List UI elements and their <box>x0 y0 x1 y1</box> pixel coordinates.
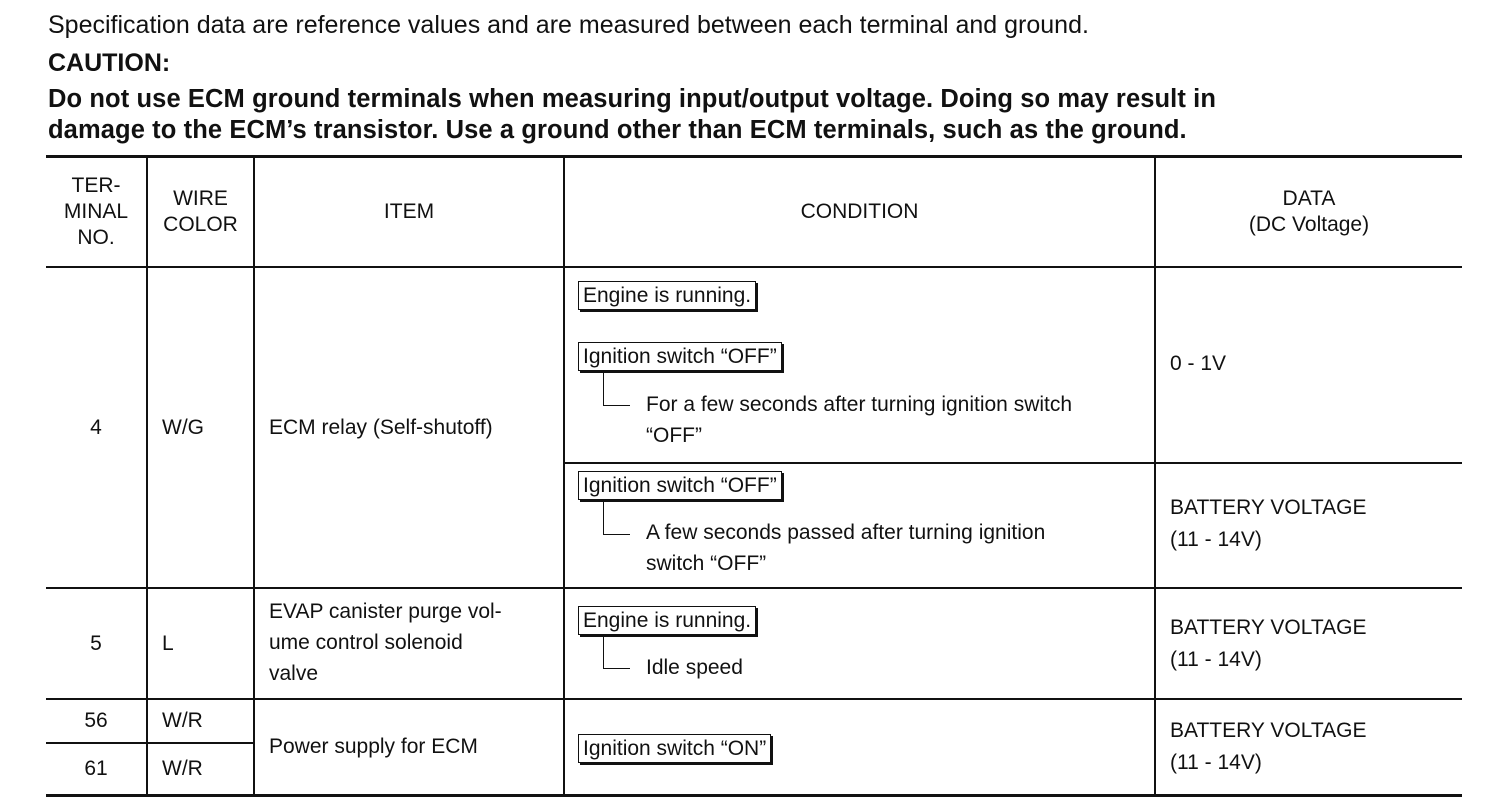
row5-terminal: 5 <box>90 631 102 655</box>
header-terminal-line: NO. <box>77 226 115 249</box>
row4a-data: 0 - 1V <box>1170 352 1227 375</box>
row4-bottom-border <box>46 587 1462 589</box>
condition-sub-line: A few seconds passed after turning ignition <box>646 521 1046 544</box>
condition-sub-line: For a few seconds after turning ignition switch <box>646 393 1073 416</box>
row5-wire-color: L <box>162 631 174 655</box>
row56-item: Power supply for ECM <box>269 735 478 758</box>
header-data <box>1156 158 1462 266</box>
row56-terminal: 56 <box>84 709 108 732</box>
row4-wire-color: W/G <box>162 415 204 439</box>
row4b-data-line1: BATTERY VOLTAGE <box>1170 496 1367 519</box>
row56-data-line2: (11 - 14V) <box>1170 751 1262 774</box>
header-terminal <box>46 158 146 266</box>
condition-sub-line: Idle speed <box>646 656 743 679</box>
header-terminal-line: TER- <box>71 174 121 197</box>
row5-data-line2: (11 - 14V) <box>1170 648 1262 671</box>
caution-line-2: damage to the ECM’s transistor. Use a ground other than ECM terminals, such as the ground. <box>48 116 1187 144</box>
condition-sub-line: “OFF” <box>646 424 702 447</box>
row5-item-line: valve <box>269 662 319 685</box>
condition-box-engine-running: Engine is running. <box>578 281 756 310</box>
intro-text: Specification data are reference values and are measured between each terminal and ground. <box>48 11 1089 39</box>
row4-terminal: 4 <box>90 415 102 439</box>
condition-tree-connector <box>603 372 630 406</box>
row5-item-line: ume control solenoid <box>269 631 463 654</box>
row61-terminal: 61 <box>84 757 108 780</box>
row5-bottom-border <box>46 698 1462 700</box>
header-wire-line: WIRE <box>173 187 228 210</box>
condition-sub-line: switch “OFF” <box>646 552 767 575</box>
header-item: ITEM <box>383 200 435 223</box>
caution-text <box>48 84 1468 146</box>
row56-data-line1: BATTERY VOLTAGE <box>1170 719 1367 742</box>
caution-title: CAUTION: <box>48 49 171 77</box>
header-data-line: (DC Voltage) <box>1248 213 1370 236</box>
row5-item-line: EVAP canister purge vol- <box>269 600 502 623</box>
row4-item: ECM relay (Self-shutoff) <box>269 415 493 439</box>
condition-tree-connector <box>603 636 630 669</box>
header-wire-color <box>148 158 253 266</box>
row4b-data-line2: (11 - 14V) <box>1170 528 1262 551</box>
condition-box-ignition-off: Ignition switch “OFF” <box>578 342 782 371</box>
condition-tree-connector <box>603 501 630 535</box>
condition-box-engine-running: Engine is running. <box>578 606 756 635</box>
header-condition: CONDITION <box>800 200 919 223</box>
caution-line-1: Do not use ECM ground terminals when measuring input/output voltage. Doing so may result in <box>48 85 1217 113</box>
row4-split-border <box>564 462 1462 464</box>
header-bottom-border <box>46 266 1462 268</box>
header-wire-line: COLOR <box>163 213 238 236</box>
header-data-line: DATA <box>1282 187 1336 210</box>
condition-box-ignition-off: Ignition switch “OFF” <box>578 471 782 500</box>
row5-data-line1: BATTERY VOLTAGE <box>1170 616 1367 639</box>
table-bottom-border <box>46 794 1462 797</box>
row61-wire-color: W/R <box>162 757 203 780</box>
condition-box-ignition-on: Ignition switch “ON” <box>578 734 771 763</box>
header-terminal-line: MINAL <box>63 200 129 223</box>
row56-wire-color: W/R <box>162 709 203 732</box>
